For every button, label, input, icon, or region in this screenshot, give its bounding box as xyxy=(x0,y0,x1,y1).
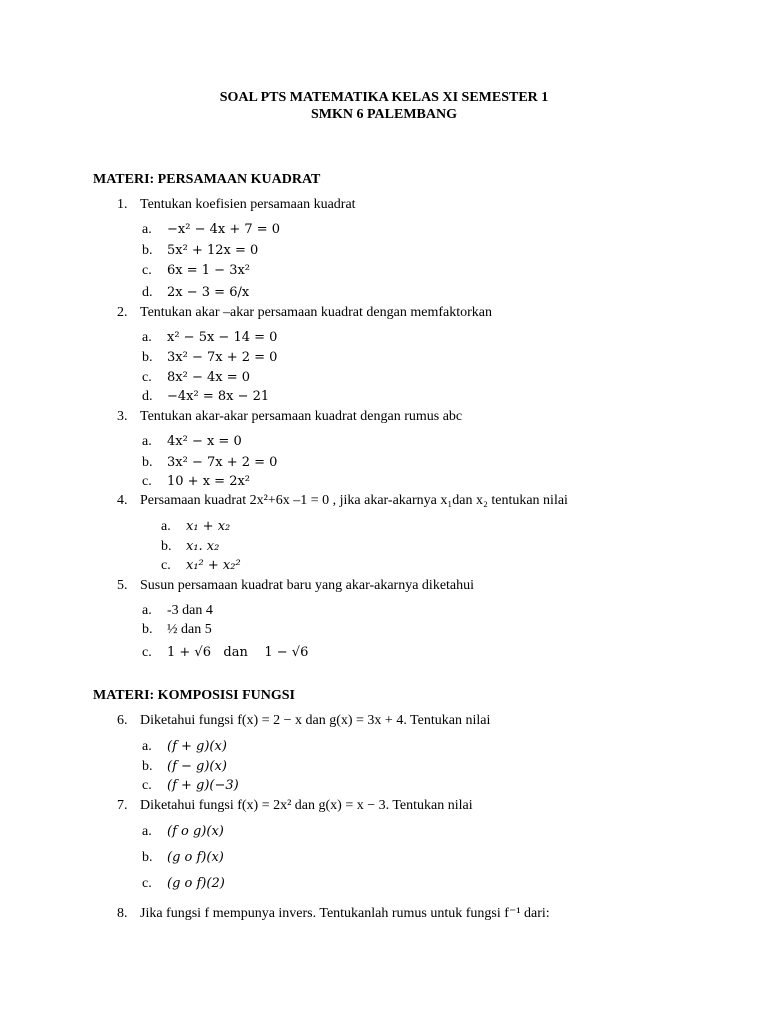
question-1: 1. Tentukan koefisien persamaan kuadrat xyxy=(117,197,356,212)
question-8: 8. Jika fungsi f mempunya invers. Tentukanlah rumus untuk fungsi f⁻¹ dari: xyxy=(117,906,550,921)
q5-option-a: a. -3 dan 4 xyxy=(142,603,213,618)
question-7: 7. Diketahui fungsi f(x) = 2x² dan g(x) = x − 3. Tentukan nilai xyxy=(117,798,473,813)
section-komposisi-fungsi: MATERI: KOMPOSISI FUNGSI xyxy=(93,688,295,703)
q7-option-a: a. (f o g)(x) xyxy=(142,824,224,839)
q4-option-b: b. x₁. x₂ xyxy=(161,539,220,554)
q6-option-c: c. (f + g)(−3) xyxy=(142,778,239,793)
question-3: 3. Tentukan akar-akar persamaan kuadrat dengan rumus abc xyxy=(117,409,463,424)
q2-option-d: d. −4x² = 8x − 21 xyxy=(142,389,270,404)
q2-option-a: a. x² − 5x − 14 = 0 xyxy=(142,330,278,345)
q1-option-d: d. 2x − 3 = 6/x xyxy=(142,285,250,300)
question-4: 4. Persamaan kuadrat 2x²+6x –1 = 0 , jika akar-akarnya x₁dan x₂ tentukan nilai xyxy=(117,493,568,508)
q5-option-c: c. 1 + √6 dan 1 − √6 xyxy=(142,645,309,660)
q6-option-a: a. (f + g)(x) xyxy=(142,739,227,754)
question-5: 5. Susun persamaan kuadrat baru yang akar-akarnya diketahui xyxy=(117,578,475,593)
question-6: 6. Diketahui fungsi f(x) = 2 − x dan g(x) = 3x + 4. Tentukan nilai xyxy=(117,713,491,728)
q3-option-c: c. 10 + x = 2x² xyxy=(142,474,251,489)
q5-option-b: b. ½ dan 5 xyxy=(142,622,212,637)
question-2: 2. Tentukan akar –akar persamaan kuadrat dengan memfaktorkan xyxy=(117,305,492,320)
doc-title: SOAL PTS MATEMATIKA KELAS XI SEMESTER 1 xyxy=(219,90,549,105)
q3-option-a: a. 4x² − x = 0 xyxy=(142,434,242,449)
q3-option-b: b. 3x² − 7x + 2 = 0 xyxy=(142,455,278,470)
q2-option-b: b. 3x² − 7x + 2 = 0 xyxy=(142,350,278,365)
q7-option-c: c. (g o f)(2) xyxy=(142,876,225,891)
school-name: SMKN 6 PALEMBANG xyxy=(311,107,457,122)
q4-option-a: a. x₁ + x₂ xyxy=(161,519,231,534)
q6-option-b: b. (f − g)(x) xyxy=(142,759,227,774)
q7-option-b: b. (g o f)(x) xyxy=(142,850,224,865)
q4-option-c: c. x₁² + x₂² xyxy=(161,558,241,573)
q1-option-c: c. 6x = 1 − 3x² xyxy=(142,263,251,278)
q1-option-b: b. 5x² + 12x = 0 xyxy=(142,243,259,258)
q2-option-c: c. 8x² − 4x = 0 xyxy=(142,370,251,385)
section-persamaan-kuadrat: MATERI: PERSAMAAN KUADRAT xyxy=(93,172,321,187)
q1-option-a: a. −x² − 4x + 7 = 0 xyxy=(142,222,281,237)
